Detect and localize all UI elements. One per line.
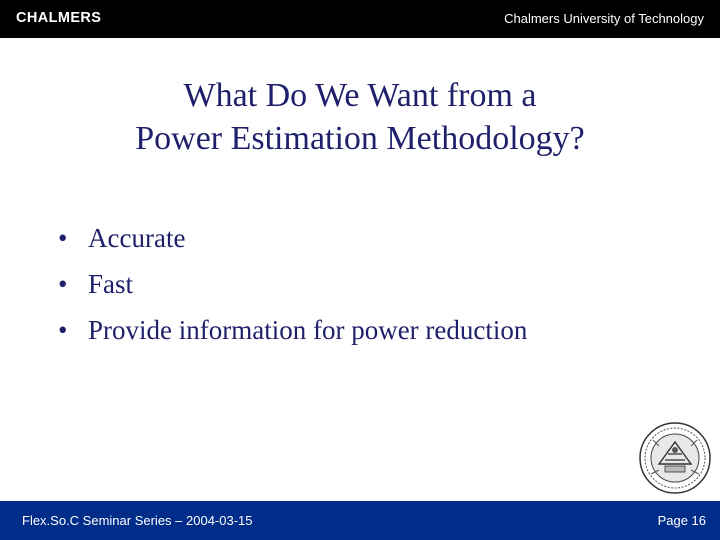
institution-name: Chalmers University of Technology [504,11,704,26]
bullet-item [58,266,527,312]
bullet-text: Accurate [88,223,186,253]
bullet-text: Fast [88,269,134,299]
slide-title [0,74,720,160]
bullet-item [58,220,527,266]
bullet-icon: • [58,315,68,345]
bullet-icon: • [58,223,68,253]
bullet-item [58,312,527,358]
header-bar [0,0,720,38]
footer-bar [0,501,720,540]
bullet-icon: • [58,269,68,299]
slide-title-line-2: Power Estimation Methodology? [135,120,585,157]
footer-series: Flex.So.C Seminar Series – 2004-03-15 [22,513,253,528]
bullet-list [58,220,527,358]
slide-title-line-1: What Do We Want from a [183,77,537,114]
bullet-text: Provide information for power reduction [88,315,528,345]
university-seal-icon [635,420,715,496]
page-number: Page 16 [657,513,706,528]
chalmers-logo: CHALMERS [16,10,102,26]
